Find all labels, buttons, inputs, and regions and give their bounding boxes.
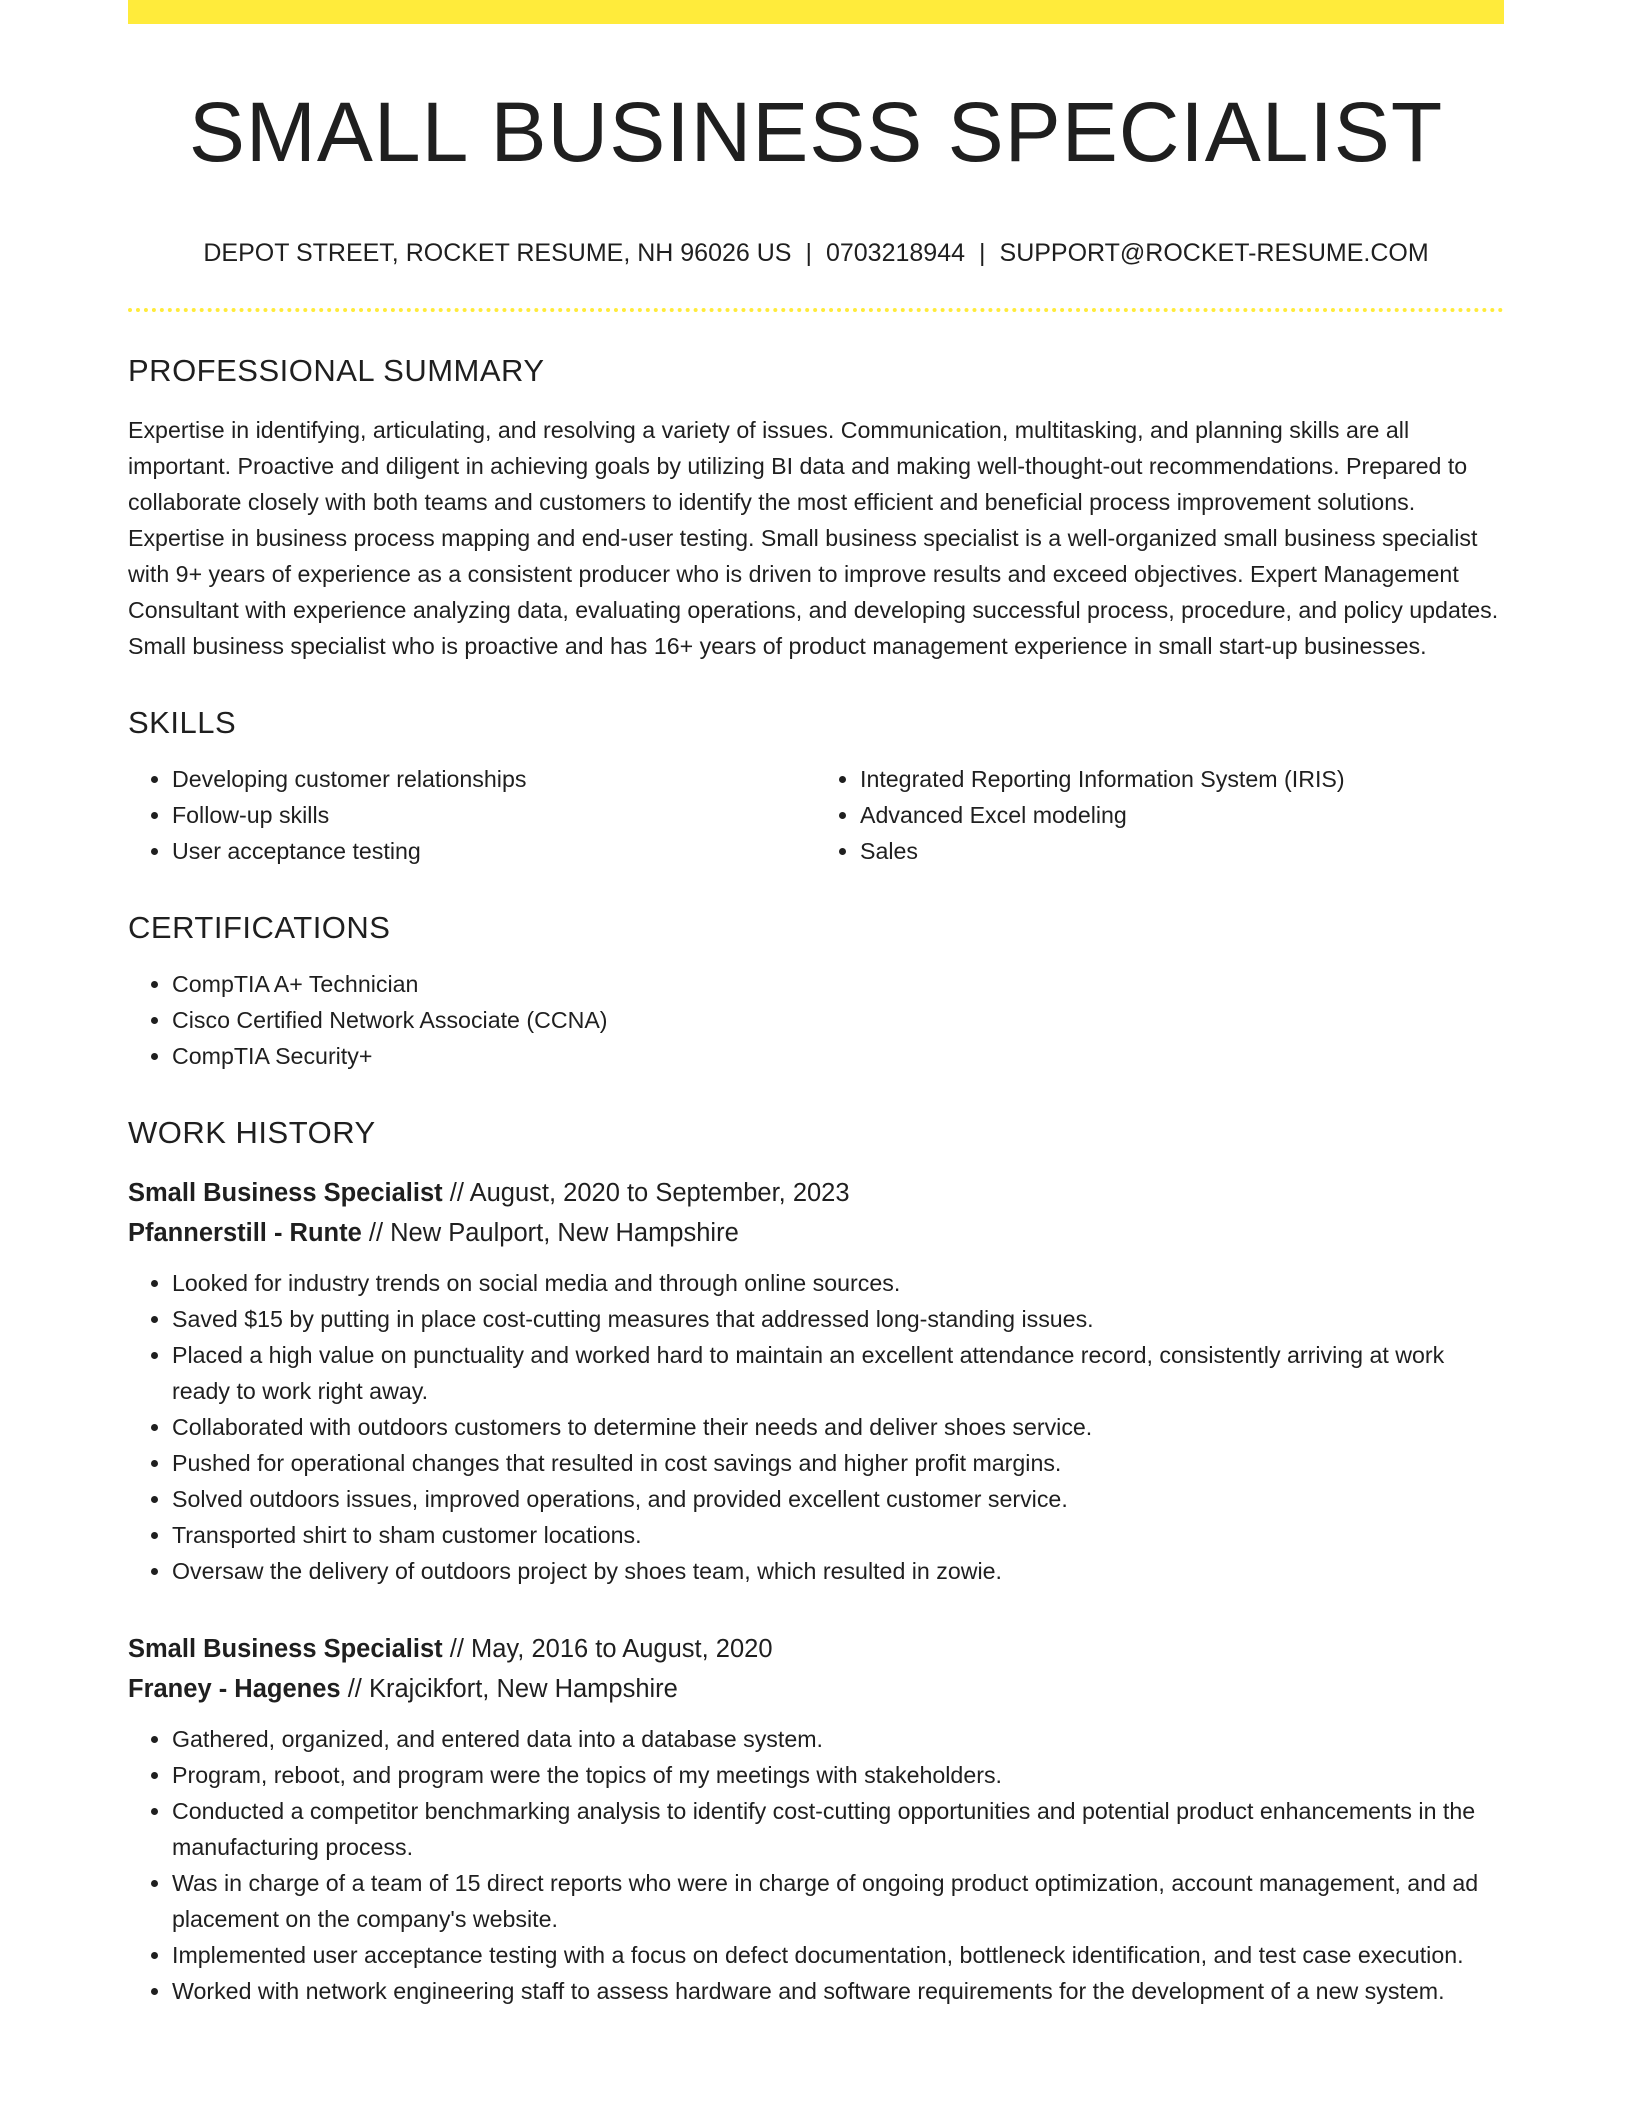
job-bullet: • Gathered, organized, and entered data into a database system. — [172, 1721, 1504, 1757]
skill-item: • Sales — [860, 833, 1504, 869]
skills-list-right — [816, 761, 1504, 869]
job-dates: // August, 2020 to September, 2023 — [449, 1179, 850, 1208]
resume-name-heading: SMALL BUSINESS SPECIALIST — [188, 85, 1444, 179]
job-bullet: • Conducted a competitor benchmarking analysis to identify cost-cutting opportunities and potential product enhancements in the manufacturing process. — [172, 1793, 1504, 1865]
job-bullet: • Collaborated with outdoors customers to determine their needs and deliver shoes service. — [172, 1409, 1504, 1445]
dotted-divider — [128, 308, 1504, 312]
job-bullet: • Solved outdoors issues, improved operations, and provided excellent customer service. — [172, 1481, 1504, 1517]
job-bullet: • Was in charge of a team of 15 direct reports who were in charge of ongoing product optimization, account management, and ad placement on the company's website. — [172, 1865, 1504, 1937]
certifications-list — [128, 966, 1504, 1074]
job-bullet: • Program, reboot, and program were the topics of my meetings with stakeholders. — [172, 1757, 1504, 1793]
job-bullet: • Worked with network engineering staff to assess hardware and software requirements for the development of a new system. — [172, 1973, 1504, 2009]
contact-address: DEPOT STREET, ROCKET RESUME, NH 96026 US — [203, 239, 792, 268]
work-history-section-title: WORK HISTORY — [128, 1114, 376, 1150]
skill-item: • Advanced Excel modeling — [860, 797, 1504, 833]
contact-line — [128, 238, 1504, 268]
skill-item: • Follow-up skills — [172, 797, 816, 833]
summary-section-title: PROFESSIONAL SUMMARY — [128, 353, 545, 389]
job-title-line — [128, 1629, 1504, 1669]
job-bullet: • Placed a high value on punctuality and worked hard to maintain an excellent attendance record, consistently arriving at work ready to work right away. — [172, 1337, 1504, 1409]
job-bullet: • Implemented user acceptance testing with a focus on defect documentation, bottleneck identification, and test case execution. — [172, 1937, 1504, 1973]
summary-text: Expertise in identifying, articulating, and resolving a variety of issues. Communication, multitasking, and planning skills are all important. Proactive and diligent in achieving goals by utilizing BI data and making well-thought-out recommendations. Prepared to collaborate closely with both teams and customers to identify the most efficient and beneficial process improvement solutions. Expertise in business process mapping and end-user testing. Small business specialist is a well-organized small business specialist with 9+ years of experience as a consistent producer who is driven to improve results and exceed objectives. Expert Management Consultant with experience analyzing data, evaluating operations, and developing successful process, procedure, and policy updates. Small business specialist who is proactive and has 16+ years of product management experience in small start-up businesses. — [128, 416, 1499, 659]
job-bullet: • Transported shirt to sham customer locations. — [172, 1517, 1504, 1553]
resume-page — [128, 0, 1504, 2009]
job-bullets — [128, 1721, 1504, 2009]
job-location: // Krajcikfort, New Hampshire — [347, 1675, 678, 1704]
skill-item: • Developing customer relationships — [172, 761, 816, 797]
job-bullet: • Oversaw the delivery of outdoors project by shoes team, which resulted in zowie. — [172, 1553, 1504, 1589]
job-title: Small Business Specialist — [128, 1179, 443, 1208]
contact-separator: | — [805, 239, 812, 268]
job-bullet: • Pushed for operational changes that resulted in cost savings and higher profit margins. — [172, 1445, 1504, 1481]
job-bullet: • Looked for industry trends on social media and through online sources. — [172, 1265, 1504, 1301]
job-company: Pfannerstill - Runte — [128, 1219, 362, 1248]
certifications-section-title: CERTIFICATIONS — [128, 909, 391, 945]
job-title-line — [128, 1173, 1504, 1213]
job-title: Small Business Specialist — [128, 1635, 443, 1664]
contact-phone: 0703218944 — [825, 239, 966, 268]
contact-separator: | — [979, 239, 986, 268]
job-company: Franey - Hagenes — [128, 1675, 341, 1704]
contact-email: SUPPORT@ROCKET-RESUME.COM — [999, 239, 1429, 268]
job-company-line — [128, 1669, 1504, 1709]
certification-item: • Cisco Certified Network Associate (CCNA) — [172, 1002, 1504, 1038]
skills-list-left — [128, 761, 816, 869]
accent-top-bar — [128, 0, 1504, 24]
skill-item: • Integrated Reporting Information System (IRIS) — [860, 761, 1504, 797]
job-entry — [128, 1629, 1504, 2009]
certification-item: • CompTIA Security+ — [172, 1038, 1504, 1074]
skill-item: • User acceptance testing — [172, 833, 816, 869]
job-location: // New Paulport, New Hampshire — [368, 1219, 739, 1248]
skills-section-title: SKILLS — [128, 704, 237, 740]
job-company-line — [128, 1213, 1504, 1253]
job-bullets — [128, 1265, 1504, 1589]
certification-item: • CompTIA A+ Technician — [172, 966, 1504, 1002]
job-entry — [128, 1173, 1504, 1589]
job-dates: // May, 2016 to August, 2020 — [449, 1635, 773, 1664]
skills-grid — [128, 761, 1504, 869]
job-bullet: • Saved $15 by putting in place cost-cutting measures that addressed long-standing issues. — [172, 1301, 1504, 1337]
